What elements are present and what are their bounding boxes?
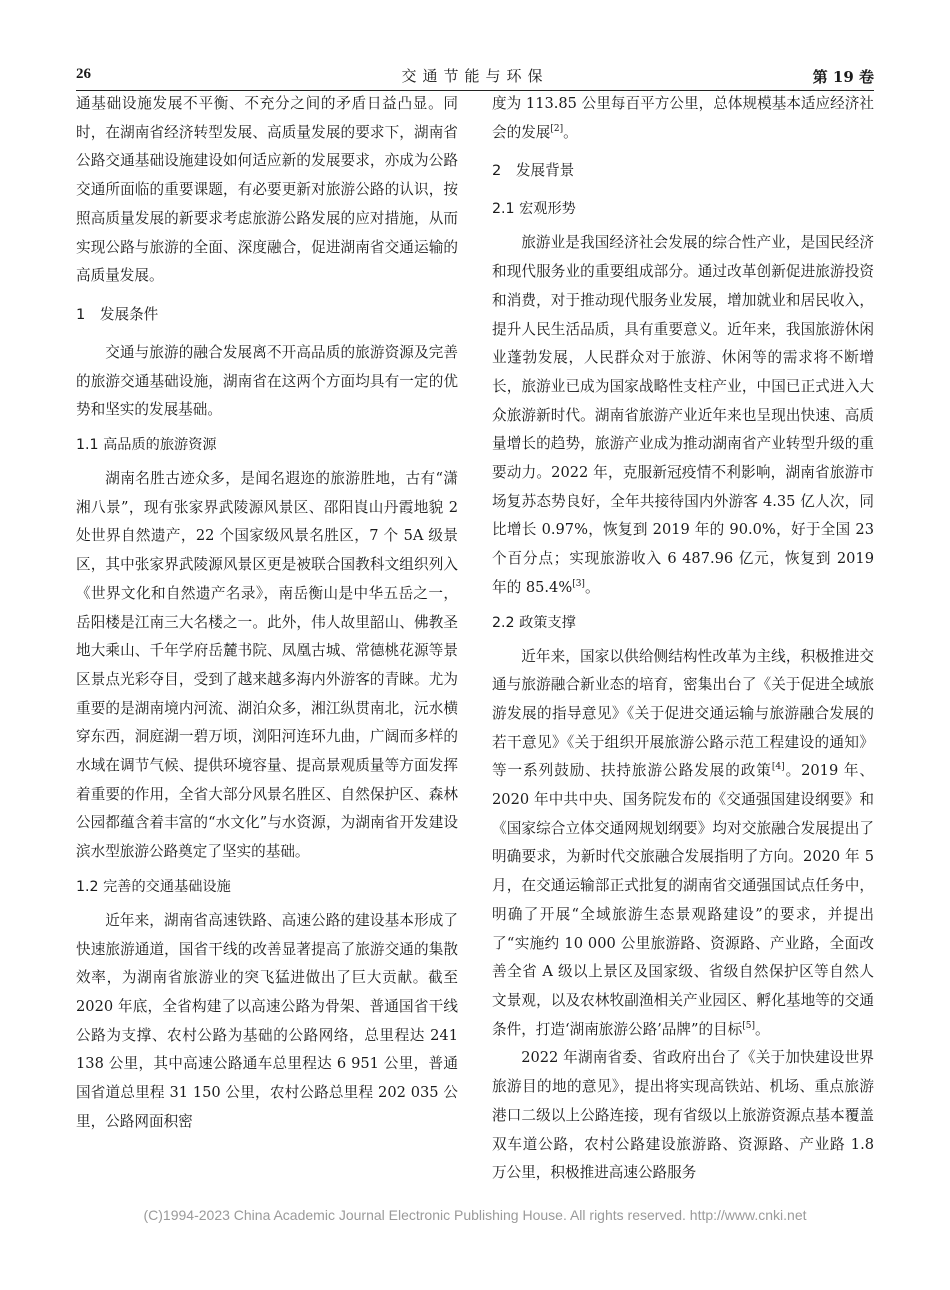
paragraph: 近年来，国家以供给侧结构性改革为主线，积极推进交通与旅游融合新业态的培育，密集出台了《关于促进全域旅游发展的指导意见》《关于促进交通运输与旅游融合发展的若干意见》《关于组织开展旅游公路示范工程建设的通知》等一系列鼓励、扶持旅游公路发展的政策[4]。2019 年、2020 年中共中央、国务院发布的《交通强国建设纲要》和《国家综合立体交通网规划纲要》均对交旅融合发展提出了明确要求，为新时代交旅融合发展指明了方向。2020 年 5 月，在交通运输部正式批复的湖南省交通强国试点任务中，明确了开展“全域旅游生态景观路建设”的要求，并提出了“实施约 10 000 公里旅游路、资源路、产业路，全面改善全省 A 级以上景区及国家级、省级自然保护区等自然人文景观，以及农林牧副渔相关产业园区、孵化基地等的交通条件，打造‘湖南旅游公路’品牌”的目标[5]。 (492, 647, 874, 1038)
citation-ref[interactable]: [5] (742, 1020, 755, 1031)
copyright-footer: (C)1994-2023 China Academic Journal Electronic Publishing House. All rights reserved. http://www.cnki.net (143, 1207, 807, 1223)
citation-ref[interactable]: [3] (572, 578, 585, 589)
paragraph: 通基础设施发展不平衡、不充分之间的矛盾日益凸显。同时，在湖南省经济转型发展、高质量发展的要求下，湖南省公路交通基础设施建设如何适应新的发展要求，亦成为公路交通所面临的重要课题，有必要更新对旅游公路的认识，按照高质量发展的新要求考虑旅游公路发展的应对措施，从而实现公路与旅游的全面、深度融合，促进湖南省交通运输的高质量发展。 (76, 95, 458, 285)
right-column (492, 90, 874, 1188)
citation-ref[interactable]: [2] (550, 123, 564, 134)
subsection-heading-1-2: 1.2 完善的交通基础设施 (76, 878, 231, 895)
journal-title: 交通节能与环保 (401, 67, 549, 85)
subsection-heading-1-1: 1.1 高品质的旅游资源 (76, 437, 217, 454)
paragraph: 旅游业是我国经济社会发展的综合性产业，是国民经济和现代服务业的重要组成部分。通过改革创新促进旅游投资和消费，对于推动现代服务业发展，增加就业和居民收入，提升人民生活品质，具有重要意义。近年来，我国旅游休闲业蓬勃发展，人民群众对于旅游、休闲等的需求将不断增长，旅游业已成为国家战略性支柱产业，中国已正式进入大众旅游新时代。湖南省旅游产业近年来也呈现出快速、高质量增长的趋势，旅游产业成为推动湖南省产业转型升级的重要动力。2022 年，克服新冠疫情不利影响，湖南省旅游市场复苏态势良好，全年共接待国内外游客 4.35 亿人次，同比增长 0.97%，恢复到 2019 年的 90.0%，好于全国 23 个百分点；实现旅游收入 6 487.96 亿元，恢复到 2019 年的 85.4%[3]。 (492, 234, 874, 596)
left-column (76, 90, 458, 1137)
page-number: 26 (76, 66, 91, 82)
citation-ref[interactable]: [4] (771, 762, 785, 773)
paragraph: 近年来，湖南省高速铁路、高速公路的建设基本形成了快速旅游通道，国省干线的改善显著提高了旅游交通的集散效率，为湖南省旅游业的突飞猛进做出了巨大贡献。截至 2020 年底，全省构建了以高速公路为骨架、普通国省干线公路为支撑、农村公路为基础的公路网络，总里程达 241 138 公里，其中高速公路通车总里程达 6 951 公里，普通国省道总里程 31 150 公里，农村公路总里程 202 035 公里，公路网面积密 (76, 911, 458, 1130)
section-heading-1: 1 发展条件 (76, 305, 159, 323)
section-heading-2: 2 发展背景 (492, 162, 575, 180)
paragraph: 湖南名胜古迹众多，是闻名遐迩的旅游胜地，古有“潇湘八景”，现有张家界武陵源风景区、邵阳崀山丹霞地貌 2 处世界自然遗产，22 个国家级风景名胜区，7 个 5A 级景区，其中张家界武陵源风景区更是被联合国教科文组织列入《世界文化和自然遗产名录》，南岳衡山是中华五岳之一，岳阳楼是江南三大名楼之一。此外，伟人故里韶山、佛教圣地大乘山、千年学府岳麓书院、凤凰古城、常德桃花源等景区景点光彩夺目，受到了越来越多海内外游客的青睐。尤为重要的是湖南境内河流、湖泊众多，湘江纵贯南北，沅水横穿东西，洞庭湖一碧万顷，浏阳河连环九曲，广阔而多样的水域在调节气候、提供环境容量、提高景观质量等方面发挥着重要的作用，全省大部分风景名胜区、自然保护区、森林公园都蕴含着丰富的“水文化”与水资源，为湖南省开发建设滨水型旅游公路奠定了坚实的基础。 (76, 470, 458, 861)
subsection-heading-2-2: 2.2 政策支撑 (492, 614, 576, 631)
paragraph: 2022 年湖南省委、省政府出台了《关于加快建设世界旅游目的地的意见》，提出将实现高铁站、机场、重点旅游港口二级以上公路连接，现有省级以上旅游资源点基本覆盖双车道公路，农村公路建设旅游路、资源路、产业路 1.8 万公里，积极推进高速公路服务 (492, 1049, 874, 1182)
paragraph: 交通与旅游的融合发展离不开高品质的旅游资源及完善的旅游交通基础设施，湖南省在这两个方面均具有一定的优势和坚实的发展基础。 (76, 343, 458, 419)
volume-label: 第 19 卷 (812, 68, 874, 86)
paragraph: 度为 113.85 公里每百平方公里，总体规模基本适应经济社会的发展[2]。 (492, 95, 874, 141)
subsection-heading-2-1: 2.1 宏观形势 (492, 201, 576, 218)
page-header (76, 62, 874, 91)
